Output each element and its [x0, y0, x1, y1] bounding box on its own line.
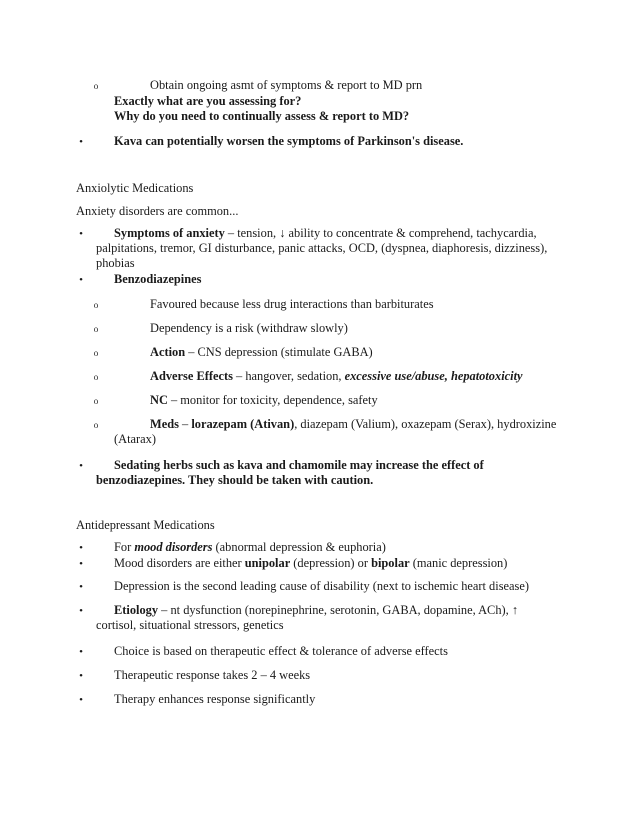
etiology-line-2: cortisol, situational stressors, genetics	[96, 618, 284, 632]
benzodiazepines-heading: Benzodiazepines	[114, 272, 202, 286]
benzo-adverse-effects	[150, 369, 523, 384]
choice-item: Choice is based on therapeutic effect & tolerance of adverse effects	[114, 644, 448, 658]
bullet-marker: •	[79, 670, 83, 682]
mood-pre: Mood disorders are either	[114, 556, 245, 570]
assessment-question-1: Exactly what are you assessing for?	[114, 94, 302, 108]
symptoms-label: Symptoms of anxiety	[114, 226, 225, 240]
bullet-marker: •	[79, 605, 83, 617]
bullet-marker: •	[79, 581, 83, 593]
sub-bullet-marker: o	[93, 372, 99, 382]
bipolar-label: bipolar	[371, 556, 410, 570]
adverse-label: Adverse Effects	[150, 369, 233, 383]
symptoms-line-3: phobias	[96, 256, 135, 270]
sub-bullet-marker: o	[93, 324, 99, 334]
section-heading-anxiolytic: Anxiolytic Medications	[76, 181, 194, 195]
symptoms-line-1	[114, 226, 537, 241]
benzo-meds-line-2: (Atarax)	[114, 432, 156, 446]
kava-warning: Kava can potentially worsen the symptoms of Parkinson's disease.	[114, 134, 464, 148]
bullet-marker: •	[79, 646, 83, 658]
bullet-marker: •	[79, 542, 83, 554]
mood-disorders-emphasis: mood disorders	[134, 540, 213, 554]
sub-bullet-marker: o	[93, 81, 99, 91]
bullet-marker: •	[79, 460, 83, 472]
therapy-item: Therapy enhances response significantly	[114, 692, 316, 706]
bullet-marker: •	[79, 558, 83, 570]
sub-bullet-marker: o	[93, 396, 99, 406]
herbs-warning-line-2: benzodiazepines. They should be taken with caution.	[96, 473, 374, 487]
sub-bullet-marker: o	[93, 420, 99, 430]
nc-text: – monitor for toxicity, dependence, safety	[167, 393, 378, 407]
adverse-emphasis: excessive use/abuse, hepatotoxicity	[344, 369, 523, 383]
section-heading-antidepressant: Antidepressant Medications	[76, 518, 215, 532]
benzo-action	[150, 345, 373, 360]
sub-bullet-marker: o	[93, 348, 99, 358]
mood-disorders-item	[114, 540, 386, 555]
meds-lorazepam: lorazepam (Ativan)	[191, 417, 295, 431]
bullet-marker: •	[79, 136, 83, 148]
etiology-line-1	[114, 603, 518, 618]
nc-label: NC	[150, 393, 168, 407]
benzo-nursing-care	[150, 393, 378, 408]
anxiety-intro: Anxiety disorders are common...	[76, 204, 239, 218]
bullet-marker: •	[79, 228, 83, 240]
meds-label: Meds	[150, 417, 179, 431]
etiology-label: Etiology	[114, 603, 159, 617]
for-pre: For	[114, 540, 135, 554]
action-label: Action	[150, 345, 186, 359]
meds-text: , diazepam (Valium), oxazepam (Serax), hydroxizine	[294, 417, 557, 431]
depression-disability-item: Depression is the second leading cause of disability (next to ischemic heart disease)	[114, 579, 529, 593]
benzo-meds	[150, 417, 556, 432]
mood-post: (manic depression)	[409, 556, 508, 570]
symptoms-line-2: palpitations, tremor, GI disturbance, panic attacks, OCD, (dyspnea, diaphoresis, dizziness),	[96, 241, 548, 255]
etiology-text: – nt dysfunction (norepinephrine, serotonin, GABA, dopamine, ACh), ↑	[158, 603, 519, 617]
benzo-dependency: Dependency is a risk (withdraw slowly)	[150, 321, 348, 335]
adverse-text: – hangover, sedation,	[232, 369, 345, 383]
herbs-warning-line-1: Sedating herbs such as kava and chamomile may increase the effect of	[114, 458, 484, 472]
sub-bullet-marker: o	[93, 300, 99, 310]
symptoms-text: – tension, ↓ ability to concentrate & comprehend, tachycardia,	[224, 226, 537, 240]
assessment-question-2: Why do you need to continually assess & report to MD?	[114, 109, 410, 123]
action-text: – CNS depression (stimulate GABA)	[185, 345, 373, 359]
unipolar-bipolar-item	[114, 556, 507, 571]
bullet-marker: •	[79, 274, 83, 286]
assessment-item: Obtain ongoing asmt of symptoms & report to MD prn	[150, 78, 423, 92]
mood-mid: (depression) or	[290, 556, 372, 570]
for-post: (abnormal depression & euphoria)	[212, 540, 386, 554]
unipolar-label: unipolar	[244, 556, 291, 570]
response-time-item: Therapeutic response takes 2 – 4 weeks	[114, 668, 311, 682]
bullet-marker: •	[79, 694, 83, 706]
meds-dash: –	[178, 417, 192, 431]
benzo-favoured: Favoured because less drug interactions than barbiturates	[150, 297, 434, 311]
